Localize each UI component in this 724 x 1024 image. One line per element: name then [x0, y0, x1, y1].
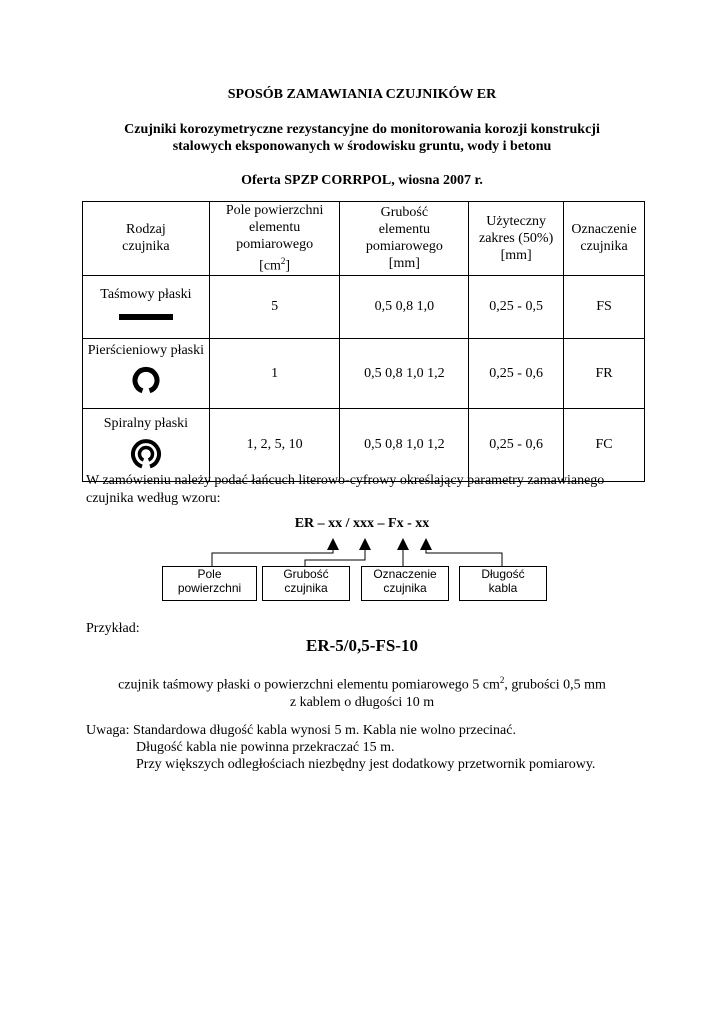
cell-code: FC	[564, 408, 645, 481]
ring-icon	[131, 365, 161, 395]
formula-connector-diagram	[0, 530, 724, 570]
sensor-spec-table	[82, 201, 645, 482]
offer-line: Oferta SPZP CORRPOL, wiosna 2007 r.	[241, 173, 483, 188]
cell-type: Spiralny płaski	[83, 408, 210, 481]
table-header-row	[83, 202, 645, 276]
cell-thickness: 0,5 0,8 1,0	[340, 275, 469, 338]
arrow-up-icon	[327, 538, 339, 550]
legend-box-thickness: Grubość czujnika	[262, 566, 350, 601]
document-subtitle	[0, 121, 724, 155]
cell-area: 5	[209, 275, 340, 338]
cell-area: 1, 2, 5, 10	[209, 408, 340, 481]
example-label: Przykład:	[86, 621, 140, 636]
header-area: Pole powierzchni elementu pomiarowego $[cm^2]$	[209, 202, 340, 276]
header-code: Oznaczenie czujnika	[564, 202, 645, 276]
cell-area: 1	[209, 338, 340, 408]
arrow-up-icon	[359, 538, 371, 550]
cell-range: 0,25 - 0,5	[469, 275, 564, 338]
cell-code: FR	[564, 338, 645, 408]
spiral-icon	[130, 438, 162, 470]
flat-strip-icon	[117, 309, 175, 321]
note-paragraph: Uwaga: Standardowa długość kabla wynosi 5 m. Kabla nie wolno przecinać. Długość kabla nie powinna przekraczać 15 m. Przy większych odległościach niezbędny jest dodatkowy przetwornik pomiarowy.	[86, 723, 596, 772]
document-title: SPOSÓB ZAMAWIANIA CZUJNIKÓW ER	[227, 87, 497, 102]
example-code: ER-5/0,5-FS-10	[306, 636, 418, 655]
example-description: czujnik taśmowy płaski o powierzchni elementu pomiarowego 5 $cm^2$, grubości 0,5 mm z kablem o długości 10 m	[118, 675, 606, 710]
cell-code: FS	[564, 275, 645, 338]
cell-type: Taśmowy płaski	[83, 275, 210, 338]
table-row	[83, 338, 645, 408]
arrow-up-icon	[420, 538, 432, 550]
instruction-paragraph: W zamówieniu należy podać łańcuch literowo-cyfrowy określający parametry zamawianego czujnika według wzoru:	[86, 473, 605, 506]
subtitle-line-1: Czujniki korozymetryczne rezystancyjne do monitorowania korozji konstrukcji	[124, 122, 600, 137]
header-thickness: Grubość elementu pomiarowego [mm]	[340, 202, 469, 276]
legend-box-area: Pole powierzchni	[162, 566, 257, 601]
order-formula: ER – xx / xxx – Fx - xx	[294, 516, 430, 531]
cell-range: 0,25 - 0,6	[469, 408, 564, 481]
cell-range: 0,25 - 0,6	[469, 338, 564, 408]
table-row	[83, 275, 645, 338]
legend-box-cable-length: Długość kabla	[459, 566, 547, 601]
cell-thickness: 0,5 0,8 1,0 1,2	[340, 338, 469, 408]
subtitle-line-2: stalowych eksponowanych w środowisku gruntu, wody i betonu	[172, 139, 552, 154]
table-row	[83, 408, 645, 481]
cell-thickness: 0,5 0,8 1,0 1,2	[340, 408, 469, 481]
cell-type: Pierścieniowy płaski	[83, 338, 210, 408]
legend-box-code: Oznaczenie czujnika	[361, 566, 449, 601]
header-sensor-type: Rodzaj czujnika	[83, 202, 210, 276]
header-range: Użyteczny zakres (50%) [mm]	[469, 202, 564, 276]
arrow-up-icon	[397, 538, 409, 550]
